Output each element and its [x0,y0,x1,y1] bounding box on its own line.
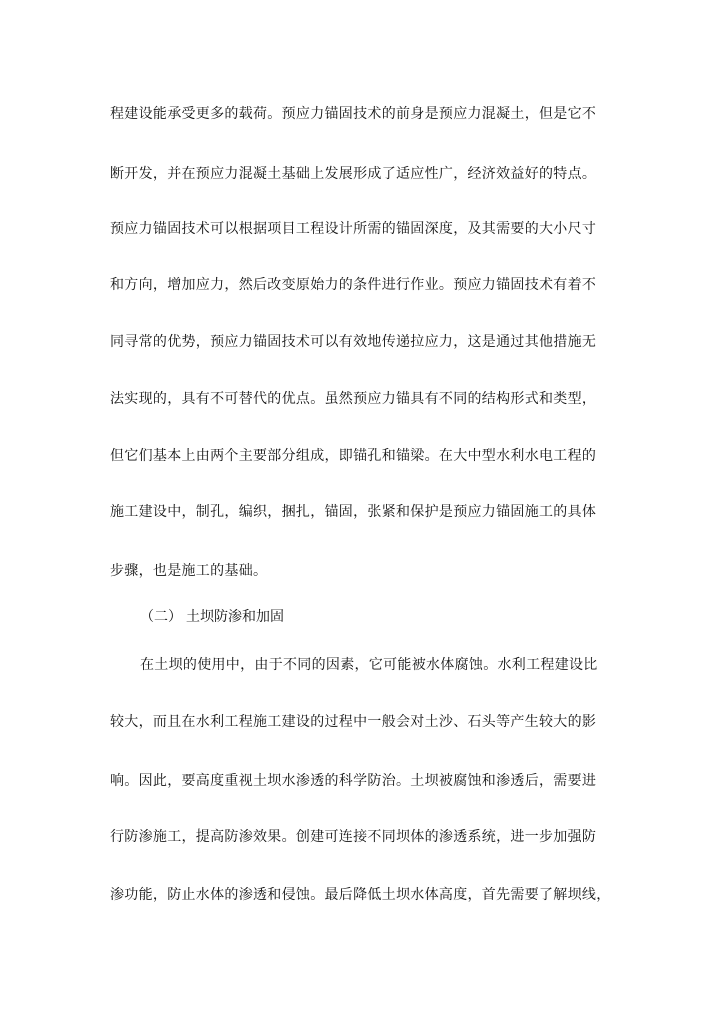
section-line-4: 行防渗施工，提高防渗效果。创建可连接不同坝体的渗透系统，进一步加强防 [110,829,597,845]
paragraph-line-1: 程建设能承受更多的载荷。预应力锚固技术的前身是预应力混凝土，但是它不 [110,106,597,122]
paragraph-line-5: 同寻常的优势，预应力锚固技术可以有效地传递拉应力，这是通过其他措施无 [110,334,597,350]
paragraph-line-3: 预应力锚固技术可以根据项目工程设计所需的锚固深度，及其需要的大小尺寸 [110,221,597,237]
section-line-2: 较大，而且在水利工程施工建设的过程中一般会对土沙、石头等产生较大的影 [110,714,597,730]
section-line-1: 在土坝的使用中，由于不同的因素，它可能被水体腐蚀。水利工程建设比 [140,657,598,673]
paragraph-line-9: 步骤，也是施工的基础。 [110,563,268,579]
section-number: （二） [140,609,182,625]
paragraph-line-2: 断开发，并在预应力混凝土基础上发展形成了适应性广，经济效益好的特点。 [110,166,597,182]
section-line-3: 响。因此，要高度重视土坝水渗透的科学防治。土坝被腐蚀和渗透后，需要进 [110,773,597,789]
paragraph-line-7: 但它们基本上由两个主要部分组成，即锚孔和锚梁。在大中型水利水电工程的 [110,448,597,464]
paragraph-line-6: 法实现的，具有不可替代的优点。虽然预应力锚具有不同的结构形式和类型， [110,391,597,407]
section-title: 土坝防渗和加固 [186,609,284,625]
section-line-5: 渗功能，防止水体的渗透和侵蚀。最后降低土坝水体高度，首先需要了解坝线， [110,887,611,903]
paragraph-line-4: 和方向，增加应力，然后改变原始力的条件进行作业。预应力锚固技术有着不 [110,277,597,293]
paragraph-line-8: 施工建设中，制孔，编织，捆扎，锚固，张紧和保护是预应力锚固施工的具体 [110,504,597,520]
